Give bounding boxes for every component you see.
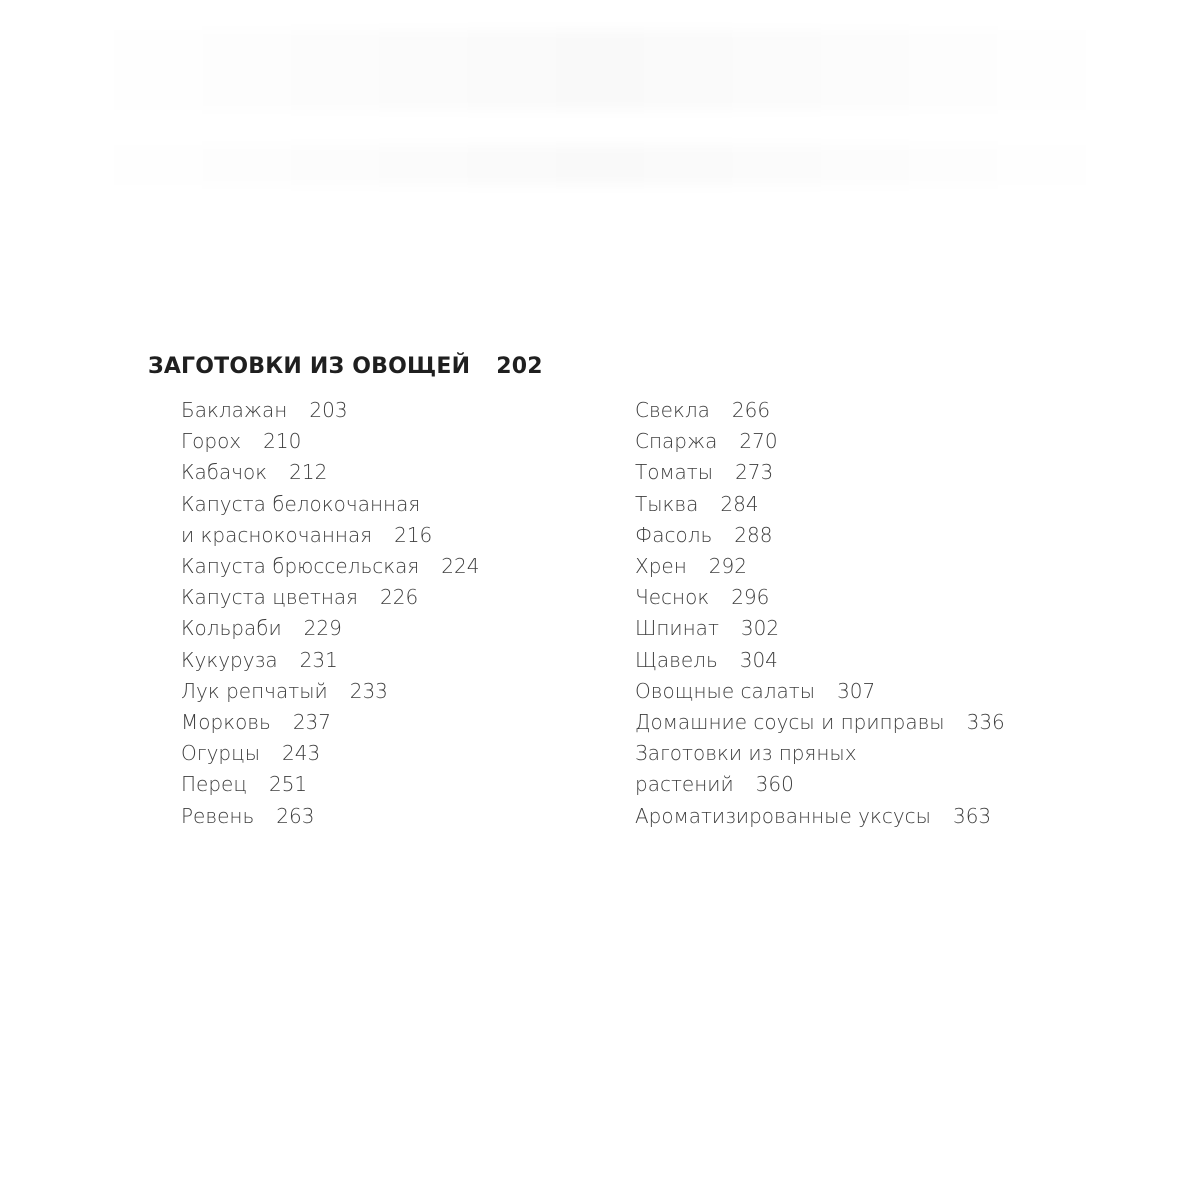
toc-entry-label: Лук репчатый	[181, 678, 328, 703]
toc-entry[interactable]	[181, 395, 479, 426]
bleed-through-band	[70, 30, 1130, 70]
toc-entry-page: 203	[309, 398, 348, 422]
toc-entry[interactable]	[635, 520, 1005, 551]
toc-entry-label: Кукуруза	[181, 647, 278, 672]
toc-entry-label: Овощные салаты	[635, 678, 816, 703]
toc-entry[interactable]	[635, 457, 1005, 488]
toc-entry-label: Домашние соусы и приправы	[635, 710, 945, 735]
toc-entry-label: Щавель	[635, 647, 718, 672]
toc-entry-page: 212	[289, 460, 328, 485]
section-page-number: 202	[496, 354, 543, 379]
toc-entry[interactable]	[181, 769, 479, 800]
toc-entry-page: 251	[268, 772, 308, 797]
toc-entry-page: 284	[720, 491, 759, 516]
toc-entry-page: 296	[731, 585, 770, 610]
toc-entry[interactable]	[635, 489, 1005, 520]
toc-entry-page: 307	[837, 678, 876, 703]
toc-entry-page: 233	[349, 678, 388, 703]
toc-entry[interactable]	[635, 395, 1005, 426]
toc-entry-label: Томаты	[635, 460, 714, 485]
toc-entry[interactable]	[181, 551, 479, 582]
toc-entry-page: 226	[380, 585, 419, 610]
section-heading	[148, 354, 543, 379]
bleed-through-band	[70, 70, 1130, 110]
toc-entry[interactable]	[181, 489, 479, 551]
toc-entry[interactable]	[181, 738, 479, 769]
toc-entry-label: Баклажан	[181, 398, 288, 422]
toc-entry[interactable]	[635, 613, 1005, 644]
toc-entry[interactable]	[181, 645, 479, 676]
toc-entry-page: 292	[708, 554, 747, 579]
toc-entry[interactable]	[181, 426, 479, 457]
toc-entry-page: 216	[394, 522, 433, 547]
toc-entry-label: Чеснок	[635, 585, 710, 610]
toc-entry[interactable]	[635, 551, 1005, 582]
toc-entry-label: Огурцы	[181, 741, 261, 766]
toc-entry-page: 302	[740, 616, 780, 641]
toc-entry[interactable]	[181, 582, 479, 613]
toc-entry-label: Капуста цветная	[181, 585, 359, 610]
toc-entry-label: Морковь	[181, 710, 271, 735]
toc-entry-page: 363	[952, 803, 992, 828]
toc-entry-label-continued: растений	[635, 772, 734, 797]
toc-entry[interactable]	[635, 707, 1005, 738]
toc-entry[interactable]	[181, 707, 479, 738]
toc-entry-page: 360	[755, 772, 794, 797]
toc-entry[interactable]	[635, 582, 1005, 613]
toc-entry-label: Капуста брюссельская	[181, 554, 420, 579]
toc-entry[interactable]	[181, 801, 479, 832]
toc-entry-label: Тыква	[635, 491, 699, 516]
toc-entry[interactable]	[181, 613, 479, 644]
toc-entry-label: Шпинат	[635, 616, 719, 641]
toc-entry[interactable]	[635, 426, 1005, 457]
toc-entry-page: 231	[299, 647, 338, 672]
toc-entry-page: 304	[739, 647, 778, 672]
toc-entry[interactable]	[181, 676, 479, 707]
toc-entry-label: Свекла	[635, 398, 710, 422]
toc-entry-label: Капуста белокочанная	[181, 491, 421, 516]
toc-entry-page: 270	[739, 429, 778, 454]
toc-entry-page: 288	[734, 522, 773, 547]
toc-left-column	[181, 395, 479, 832]
toc-entry[interactable]	[181, 457, 479, 488]
toc-entry-page: 266	[731, 398, 771, 422]
toc-entry-page: 243	[282, 741, 321, 766]
toc-entry-label: Горох	[181, 429, 242, 454]
toc-entry-label-continued: и краснокочанная	[181, 522, 373, 547]
toc-entry-page: 336	[966, 710, 1005, 735]
bleed-through-band	[70, 145, 1130, 185]
toc-entry-label: Ароматизированные уксусы	[635, 803, 931, 828]
toc-entry-page: 237	[292, 710, 331, 735]
toc-entry-page: 263	[276, 803, 315, 828]
toc-entry-label: Перец	[181, 772, 247, 797]
toc-entry-label: Кабачок	[181, 460, 268, 485]
toc-entry[interactable]	[635, 676, 1005, 707]
toc-entry-label: Хрен	[635, 554, 687, 579]
toc-entry-page: 229	[303, 616, 342, 641]
toc-entry-page: 224	[441, 554, 480, 579]
toc-entry[interactable]	[635, 738, 1005, 800]
toc-entry[interactable]	[635, 645, 1005, 676]
toc-entry-label: Ревень	[181, 803, 255, 828]
toc-entry[interactable]	[635, 801, 1005, 832]
toc-entry-page: 273	[735, 460, 774, 485]
toc-entry-label: Спаржа	[635, 429, 718, 454]
toc-entry-page: 210	[263, 429, 302, 454]
toc-entry-label: Заготовки из пряных	[635, 741, 857, 766]
toc-entry-label: Кольраби	[181, 616, 282, 641]
toc-entry-label: Фасоль	[635, 522, 713, 547]
section-title: ЗАГОТОВКИ ИЗ ОВОЩЕЙ	[148, 354, 471, 379]
toc-right-column	[635, 395, 1005, 832]
